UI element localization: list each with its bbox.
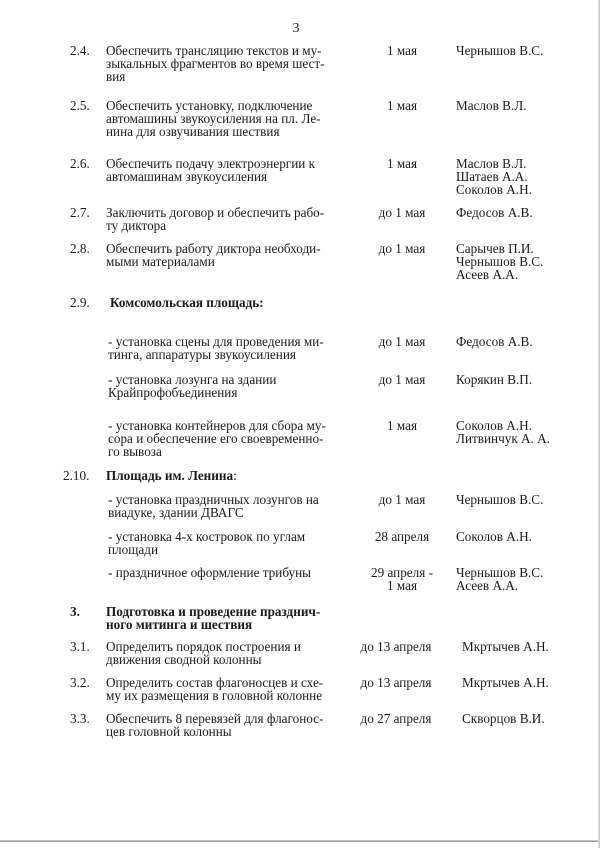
deadline	[352, 99, 452, 112]
task-line: виадуке, здании ДВАГС	[108, 505, 244, 520]
section-heading-line: ного митинга и шествия	[106, 617, 253, 632]
task-line: Обеспечить установку, подключение	[106, 98, 313, 113]
task-line: автомашины звукоусиления на пл. Ле-	[106, 111, 321, 126]
section-heading-line: Подготовка и проведение празднич-	[106, 604, 321, 619]
task-line: Обеспечить трансляцию текстов и му-	[106, 43, 322, 58]
responsible-person: Шатаев А.А.	[456, 169, 528, 184]
task-line: мыми материалами	[106, 254, 215, 269]
task-line: нина для озвучивания шествия	[106, 124, 280, 139]
item-number: 2.7.	[70, 205, 90, 220]
task-line: автомашинам звукоусиления	[106, 169, 268, 184]
task-text	[106, 99, 321, 138]
item-number: 3.	[70, 604, 80, 619]
task-text	[108, 335, 323, 361]
deadline-line: 1 мая	[386, 98, 418, 113]
deadline	[352, 206, 452, 219]
task-text	[108, 373, 323, 399]
task-text	[106, 157, 321, 183]
task-text	[108, 418, 326, 459]
deadline	[352, 373, 452, 386]
task-text	[106, 43, 325, 84]
responsible-person: Соколов А.Н.	[456, 182, 532, 197]
deadline-line: до 1 мая	[378, 205, 426, 220]
responsible	[456, 157, 596, 196]
deadline	[352, 335, 452, 348]
task-text	[106, 640, 321, 666]
responsible-person: Чернышов В.С.	[456, 565, 544, 580]
deadline	[352, 566, 452, 592]
responsible-person: Сарычев П.И.	[456, 241, 534, 256]
responsible	[462, 640, 600, 653]
responsible-person: Соколов А.Н.	[456, 529, 532, 544]
responsible	[462, 676, 600, 689]
responsible-person: Соколов А.Н.	[456, 418, 532, 433]
task-line: - установка контейнеров для сбора му-	[108, 418, 326, 433]
responsible	[456, 566, 596, 592]
task-text	[108, 530, 323, 556]
responsible	[462, 712, 600, 725]
page-edge-bottom	[0, 840, 598, 842]
task-line: цев головной колонны	[106, 724, 232, 739]
task-line: - праздничное оформление трибуны	[108, 565, 312, 580]
item-number: 3.3.	[70, 711, 90, 726]
task-line: вия	[106, 69, 126, 84]
task-line: Обеспечить подачу электроэнергии к	[106, 156, 316, 171]
task-text	[106, 242, 321, 268]
task-line: ту диктора	[106, 218, 167, 233]
task-line: сора и обеспечение его своевременно-	[108, 431, 324, 446]
deadline	[352, 530, 452, 543]
task-line: площади	[108, 542, 159, 557]
item-number: 3.2.	[70, 675, 90, 690]
deadline	[352, 242, 452, 255]
deadline-line: 1 мая	[386, 43, 418, 58]
task-line: Крайпрофобъединения	[108, 385, 238, 400]
responsible-person: Федосов А.В.	[456, 205, 533, 220]
task-line: Заключить договор и обеспечить рабо-	[106, 205, 325, 220]
responsible	[456, 206, 596, 219]
responsible	[456, 99, 596, 112]
responsible	[456, 242, 596, 281]
responsible-person: Маслов В.Л.	[456, 98, 527, 113]
responsible-person: Скворцов В.И.	[462, 711, 545, 726]
section-heading: Комсомольская площадь:	[110, 295, 264, 310]
deadline	[352, 493, 452, 506]
responsible-person: Асеев А.А.	[456, 578, 519, 593]
deadline-line: 1 мая	[386, 578, 418, 593]
deadline-line: до 1 мая	[378, 334, 426, 349]
item-number: 2.9.	[70, 295, 90, 310]
task-line: тинга, аппаратуры звукоусиления	[108, 347, 296, 362]
responsible-person: Мкртычев А.Н.	[462, 675, 549, 690]
responsible	[456, 419, 596, 445]
deadline-line: 1 мая	[386, 418, 418, 433]
responsible	[456, 373, 596, 386]
deadline-line: до 1 мая	[378, 241, 426, 256]
task-line: Обеспечить работу диктора необходи-	[106, 241, 321, 256]
task-line: Определить порядок построения и	[106, 639, 301, 654]
section-heading-text: Площадь им. Ленина	[106, 468, 234, 483]
task-line: - установка лозунга на здании	[108, 372, 277, 387]
responsible-person: Федосов А.В.	[456, 334, 533, 349]
section-heading	[106, 469, 321, 482]
item-number: 2.6.	[70, 156, 90, 171]
deadline	[352, 44, 452, 57]
deadline-line: до 27 апреля	[360, 711, 432, 726]
item-number: 3.1.	[70, 639, 90, 654]
responsible	[456, 335, 596, 348]
task-text	[106, 711, 324, 739]
item-number: 2.4.	[70, 43, 90, 58]
responsible-person: Чернышов В.С.	[456, 43, 544, 58]
responsible-person: Чернышов В.С.	[456, 492, 544, 507]
deadline	[352, 157, 452, 170]
item-number: 2.5.	[70, 98, 90, 113]
task-text	[106, 675, 324, 703]
deadline-line: до 13 апреля	[360, 639, 432, 654]
item-number: 2.10.	[63, 468, 90, 483]
responsible-person: Асеев А.А.	[456, 267, 519, 282]
task-line: - установка 4-х костровок по углам	[108, 529, 306, 544]
deadline-line: 1 мая	[386, 156, 418, 171]
task-line: му их размещения в головной колонне	[106, 688, 323, 703]
task-line: зыкальных фрагментов во время шест-	[106, 56, 325, 71]
page-number: 3	[292, 21, 300, 36]
section-heading	[106, 605, 321, 631]
deadline-line: 29 апреля -	[370, 565, 433, 580]
item-number: 2.8.	[70, 241, 90, 256]
deadline-line: 28 апреля	[374, 529, 430, 544]
task-text	[108, 493, 323, 519]
responsible-person: Корякин В.П.	[456, 372, 533, 387]
responsible	[456, 493, 596, 506]
responsible-person: Литвинчук А. А.	[456, 431, 550, 446]
responsible-person: Мкртычев А.Н.	[462, 639, 549, 654]
deadline	[346, 640, 446, 653]
task-line: - установка праздничных лозунгов на	[108, 492, 319, 507]
task-line: Обеспечить 8 перевязей для флагонос-	[106, 711, 324, 726]
responsible-person: Маслов В.Л.	[456, 156, 527, 171]
section-heading-suffix: :	[233, 468, 237, 483]
task-text	[106, 205, 325, 233]
task-line: Определить состав флагоносцев и схе-	[106, 675, 324, 690]
responsible	[456, 44, 596, 57]
deadline-line: до 1 мая	[378, 372, 426, 387]
deadline-line: до 13 апреля	[360, 675, 432, 690]
deadline	[346, 676, 446, 689]
task-text	[108, 566, 323, 579]
deadline-line: до 1 мая	[378, 492, 426, 507]
responsible	[456, 530, 596, 543]
deadline	[352, 419, 452, 432]
task-line: го вывоза	[108, 444, 162, 459]
responsible-person: Чернышов В.С.	[456, 254, 544, 269]
task-line: движения сводной колонны	[106, 652, 262, 667]
task-line: - установка сцены для проведения ми-	[108, 334, 324, 349]
deadline	[346, 712, 446, 725]
